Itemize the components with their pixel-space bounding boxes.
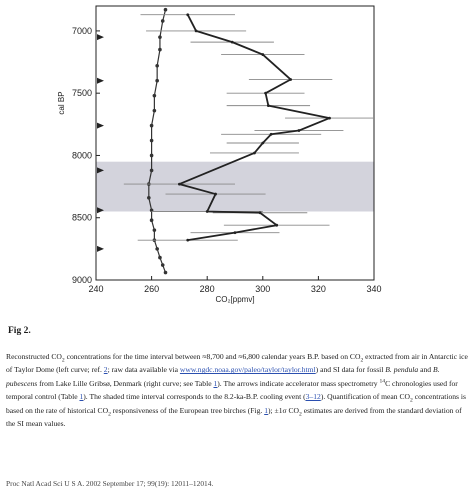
left-curve-point-10 (150, 154, 154, 158)
figure-caption: Reconstructed $CO_2$ concentrations for the time interval between ≈8,700 and ≈6,800 calendar years B.P. based on $CO_2$ extracted from air in Antarctic ice of Taylor Dome (left curve; ref. 2; raw data available via www.ngdc.noaa.gov/paleo/taylor/taylor.html) and SI data for fossil B. pendula and B. pubescens from Lake Lille Gribsø, Denmark (right curve; see Table 1). The arrows indicate accelerator mass spectrometry $^{14}$C chronologies used for temporal control (Table 1). The shaded time interval corresponds to the 8.2-ka-B.P. cooling event (3–12). Quantification of mean $CO_2$ concentrations is based on the rate of historical $CO_2$ responsiveness of the European tree birches (Fig. 1); ±1σ $CO_2$ estimates are derived from the standard deviation of the SI mean values. (6, 352, 468, 429)
y-tick-label-4: 9000 (71, 275, 92, 285)
right-curve-point-9 (270, 133, 273, 136)
x-axis-label: CO₂[ppmv] (215, 295, 255, 304)
left-curve-point-15 (150, 218, 154, 222)
y-tick-label-3: 8500 (71, 212, 92, 223)
left-curve-point-18 (155, 247, 159, 251)
left-curve-point-7 (153, 109, 157, 113)
right-curve-point-6 (267, 104, 270, 107)
x-tick-label-3: 300 (255, 284, 271, 294)
right-curve-point-5 (264, 92, 267, 95)
right-curve-point-17 (234, 231, 237, 234)
right-curve-point-11 (253, 152, 256, 155)
right-curve-point-14 (206, 210, 209, 213)
right-curve-point-12 (178, 183, 181, 186)
x-tick-label-4: 320 (310, 284, 326, 294)
left-curve-point-1 (161, 19, 165, 23)
figure-label: Fig 2. (8, 326, 31, 336)
chronology-arrow-2 (97, 123, 104, 129)
right-curve-point-1 (195, 30, 198, 33)
shaded-interval (96, 162, 374, 212)
left-curve-point-4 (155, 64, 159, 68)
right-curve-point-16 (275, 224, 278, 227)
x-tick-label-2: 280 (199, 284, 215, 294)
refs-link[interactable]: 3–12 (305, 392, 321, 402)
left-curve-point-11 (150, 169, 154, 173)
left-curve-point-19 (158, 256, 162, 260)
left-curve-point-3 (158, 48, 162, 52)
left-curve-point-13 (147, 196, 151, 200)
x-tick-label-5: 340 (366, 284, 382, 294)
right-curve-point-7 (328, 117, 331, 120)
right-curve-point-2 (231, 41, 234, 44)
y-tick-label-1: 7500 (71, 88, 92, 99)
right-curve-point-4 (289, 78, 292, 81)
fig-link-1[interactable]: 1 (264, 405, 268, 415)
left-curve-point-2 (158, 35, 162, 39)
left-curve-point-6 (153, 94, 157, 98)
left-curve-point-21 (164, 271, 168, 275)
chronology-arrow-1 (97, 78, 104, 84)
left-curve-point-9 (150, 139, 154, 143)
right-curve-point-15 (259, 211, 262, 214)
right-curve-point-0 (186, 13, 189, 16)
right-curve-point-8 (298, 129, 301, 132)
table-link-1b[interactable]: 1 (79, 392, 84, 402)
y-axis-label: cal BP (57, 91, 66, 115)
table-link-1[interactable]: 1 (213, 378, 218, 388)
y-tick-label-0: 7000 (71, 25, 92, 36)
left-curve-point-5 (155, 79, 159, 83)
right-curve-point-10 (261, 142, 264, 145)
x-tick-label-1: 260 (144, 284, 160, 294)
left-curve-point-0 (164, 8, 168, 12)
left-curve-point-20 (161, 263, 165, 267)
left-curve-point-16 (153, 228, 157, 232)
right-curve-point-18 (186, 239, 189, 242)
data-url-link[interactable]: www.ngdc.noaa.gov/paleo/taylor/taylor.html (179, 365, 316, 375)
x-tick-label-0: 240 (88, 284, 104, 294)
chronology-arrow-0 (97, 34, 104, 40)
ref-link-2[interactable]: 2 (103, 365, 108, 375)
chronology-arrow-5 (97, 246, 104, 252)
y-tick-label-2: 8000 (71, 150, 92, 161)
right-curve-point-13 (214, 193, 217, 196)
left-curve-point-8 (150, 124, 154, 128)
right-curve-point-3 (261, 53, 264, 56)
citation: Proc Natl Acad Sci U S A. 2002 September 17; 99(19): 12011–12014. (6, 479, 214, 488)
